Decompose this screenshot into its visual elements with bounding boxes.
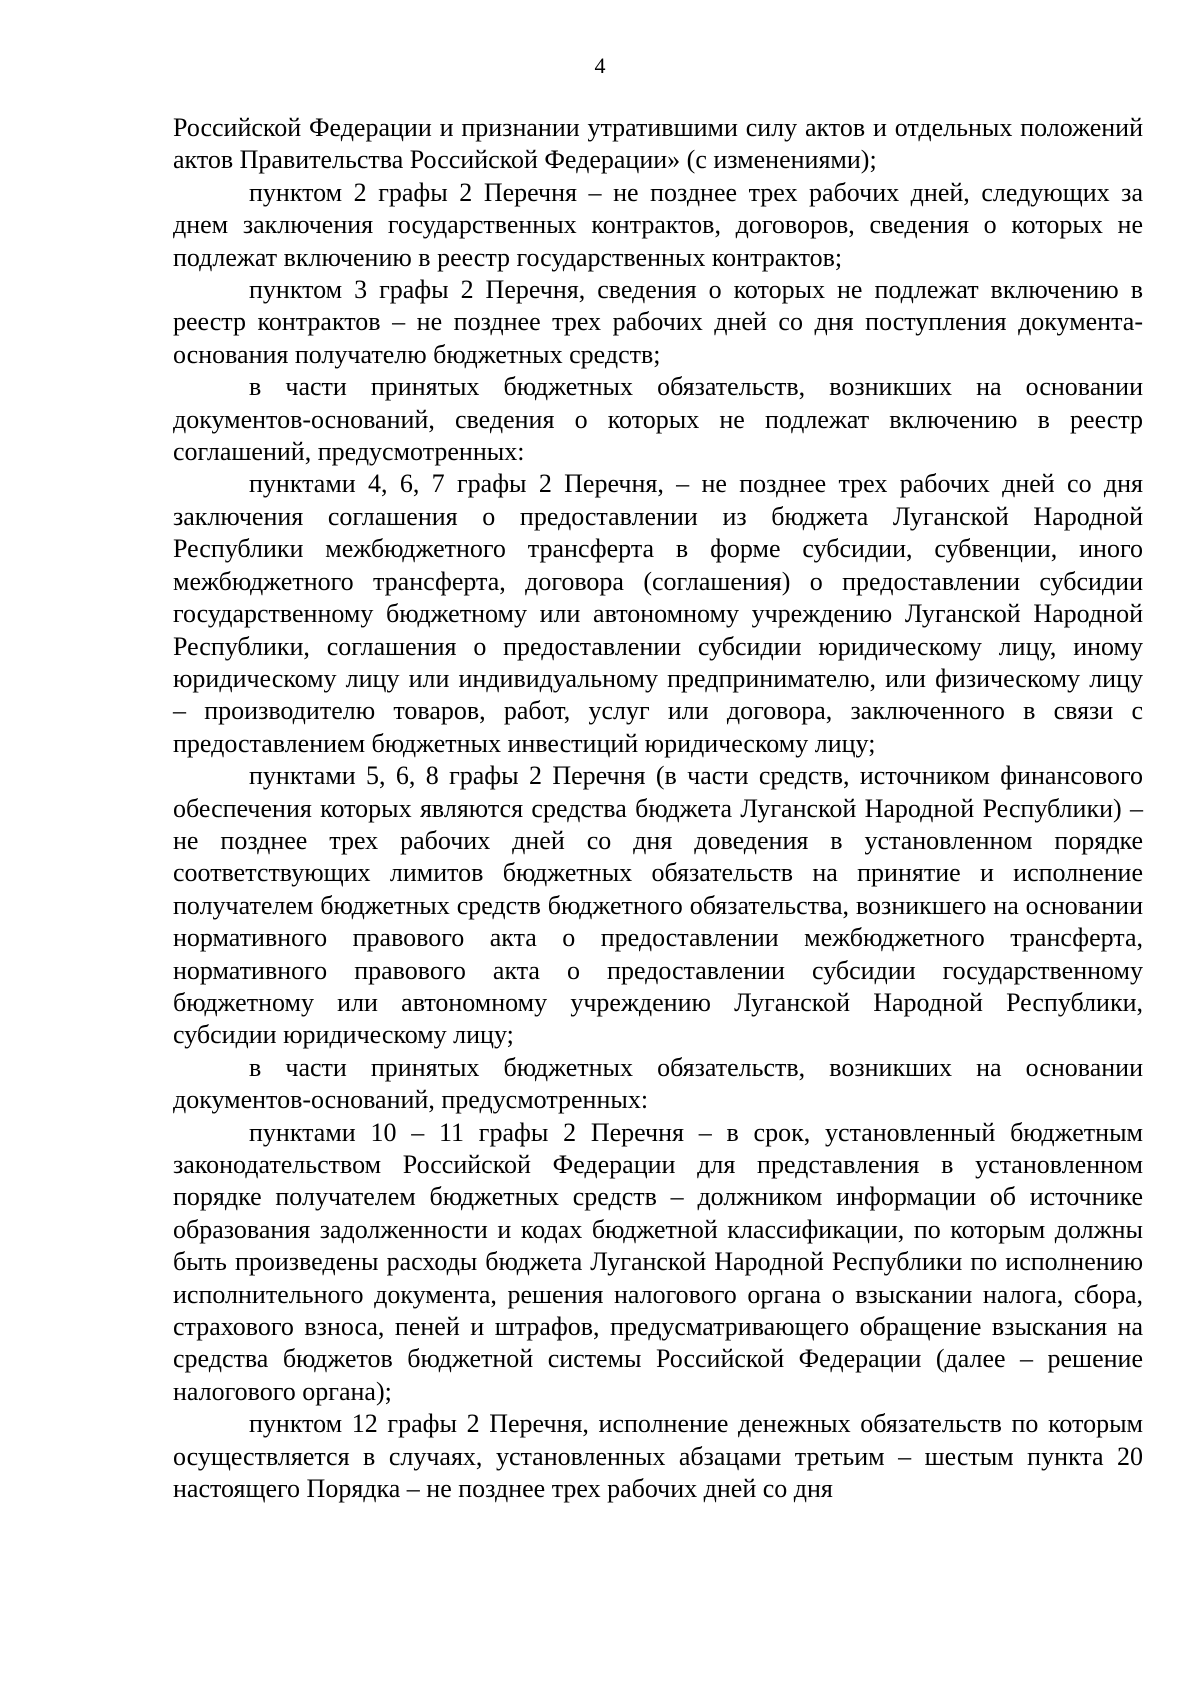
paragraph: пунктом 3 графы 2 Перечня, сведения о которых не подлежат включению в реестр контрактов – не позднее трех рабочих дней со дня поступления документа-основания получателю бюджетных средств; [173,275,1143,369]
paragraph: пунктом 12 графы 2 Перечня, исполнение денежных обязательств по которым осуществляется в случаях, установленных абзацами третьим – шестым пункта 20 настоящего Порядка – не позднее трех рабочих дней со дня [173,1409,1143,1504]
paragraph: пунктами 5, 6, 8 графы 2 Перечня (в части средств, источником финансового обеспечения которых являются средства бюджета Луганской Народной Республики) – не позднее трех рабочих дней со дня доведения в установленном порядке соответствующих лимитов бюджетных обязательств на принятие и исполнение получателем бюджетных средств бюджетного обязательства, возникшего на основании нормативного правового акта о предоставлении межбюджетного трансферта, нормативного правового акта о предоставлении субсидии государственному бюджетному или автономному учреждению Луганской Народной Республики, субсидии юридическому лицу; [173,761,1143,1050]
paragraph: пунктом 2 графы 2 Перечня – не позднее трех рабочих дней, следующих за днем заключения государственных контрактов, договоров, сведения о которых не подлежат включению в реестр государственных контрактов; [173,177,1143,272]
paragraph: пунктами 4, 6, 7 графы 2 Перечня, – не позднее трех рабочих дней со дня заключения соглашения о предоставлении из бюджета Луганской Народной Республики межбюджетного трансферта в форме субсидии, субвенции, иного межбюджетного трансферта, договора (соглашения) о предоставлении субсидии государственному бюджетному или автономному учреждению Луганской Народной Республики, соглашения о предоставлении субсидии юридическому лицу, иному юридическому лицу или индивидуальному предпринимателю, или физическому лицу – производителю товаров, работ, услуг или договора, заключенного в связи с предоставлением бюджетных инвестиций юридическому лицу; [173,469,1143,758]
document-body [173,112,1143,1505]
paragraph: пунктами 10 – 11 графы 2 Перечня – в срок, установленный бюджетным законодательством Российской Федерации для представления в установленном порядке получателем бюджетных средств – должником информации об источнике образования задолженности и кодах бюджетной классификации, по которым должны быть произведены расходы бюджета Луганской Народной Республики по исполнению исполнительного документа, решения налогового органа о взыскании налога, сбора, страхового взноса, пеней и штрафов, предусматривающего обращение взыскания на средства бюджетов бюджетной системы Российской Федерации (далее – решение налогового органа); [173,1117,1143,1406]
paragraph: в части принятых бюджетных обязательств, возникших на основании документов-оснований, предусмотренных: [173,1052,1143,1115]
paragraph: Российской Федерации и признании утратившими силу актов и отдельных положений актов Правительства Российской Федерации» (с изменениями); [173,113,1143,175]
paragraph: в части принятых бюджетных обязательств, возникших на основании документов-оснований, сведения о которых не подлежат включению в реестр соглашений, предусмотренных: [173,372,1143,467]
page-number: 4 [594,53,606,78]
